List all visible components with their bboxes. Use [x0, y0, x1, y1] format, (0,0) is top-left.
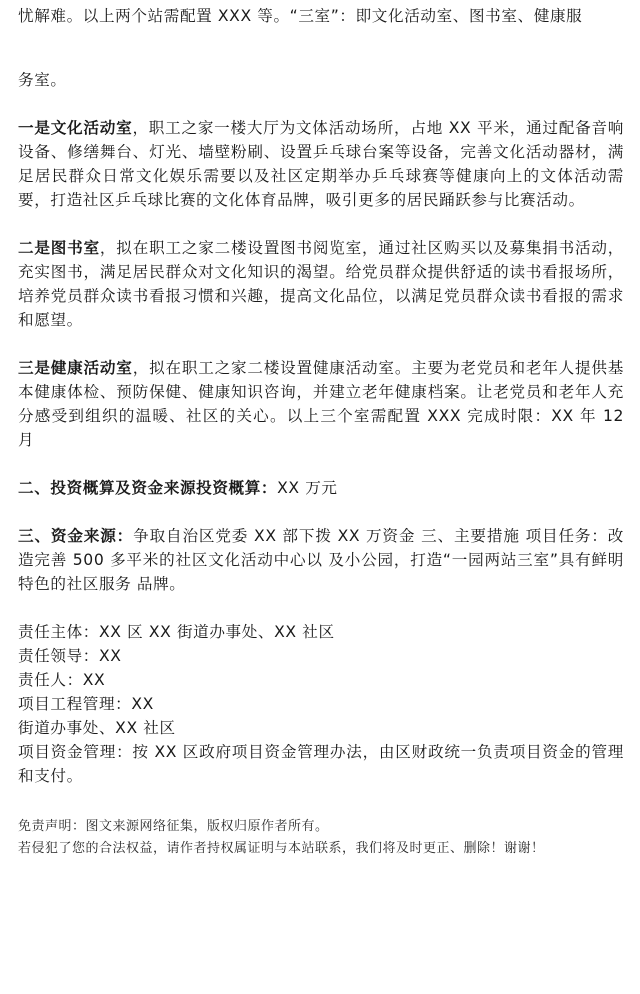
responsibility-item: 项目资金管理：按 XX 区政府项目资金管理办法，由区财政统一负责项目资金的管理和支付。 [18, 743, 624, 785]
room-text: ，拟在职工之家二楼设置图书阅览室，通过社区购买以及募集捐书活动，充实图书，满足居民群众对文化知识的渴望。给党员群众提供舒适的读书看报场所，培养党员群众读书看报习惯和兴趣，提高文化品位，以满足党员群众读书看报的需求和愿望。 [18, 239, 624, 329]
funding-text: 争取自治区党委 XX 部下拨 XX 万资金 三、主要措施 项目任务：改造完善 500 多平米的社区文化活动中心以 及小公园，打造“一园两站三室”具有鲜明特色的社区服务 品牌。 [18, 527, 624, 593]
responsibility-item: 街道办事处、XX 社区 [18, 719, 176, 737]
intro-continuation [18, 68, 624, 92]
room-paragraph-health [18, 356, 624, 452]
intro-line: 务室。 [18, 71, 67, 89]
disclaimer-line: 免责声明：图文来源网络征集，版权归原作者所有。 [18, 819, 329, 834]
room-paragraph-culture [18, 116, 624, 212]
disclaimer [18, 816, 624, 860]
room-text: ，拟在职工之家二楼设置健康活动室。主要为老党员和老年人提供基本健康体检、预防保健、健康知识咨询，并建立老年健康档案。让老党员和老年人充分感受到组织的温暖、社区的关心。以上三个室需配置 XXX 完成时限：XX 年 12 月 [18, 359, 624, 449]
funding-heading: 三、资金来源： [18, 527, 134, 545]
funding-paragraph [18, 524, 624, 596]
room-text: ，职工之家一楼大厅为文体活动场所，占地 XX 平米，通过配备音响设备、修缮舞台、灯光、墙壁粉刷、设置乒乓球台案等设备，完善文化活动器材，满足居民群众日常文化娱乐需要以及社区定期举办乒乓球赛等健康向上的文体活动需要，打造社区乒乓球比赛的文化体育品牌，吸引更多的居民踊跃参与比赛活动。 [18, 119, 624, 209]
responsibility-item: 责任主体：XX 区 XX 街道办事处、XX 社区 [18, 623, 335, 641]
intro-line: 忧解难。以上两个站需配置 XXX 等。“三室”：即文化活动室、图书室、健康服 [18, 7, 583, 25]
intro-paragraph [18, 4, 624, 28]
responsibility-item: 责任人：XX [18, 671, 106, 689]
responsibility-list [18, 620, 624, 788]
room-heading: 二是图书室 [18, 239, 100, 257]
room-heading: 三是健康活动室 [18, 359, 133, 377]
investment-heading: 二、投资概算及资金来源投资概算： [18, 479, 278, 497]
room-paragraph-library [18, 236, 624, 332]
investment-paragraph [18, 476, 624, 500]
investment-value: XX 万元 [277, 479, 338, 497]
responsibility-item: 项目工程管理：XX [18, 695, 154, 713]
document-page [18, 4, 624, 860]
responsibility-item: 责任领导：XX [18, 647, 122, 665]
room-heading: 一是文化活动室 [18, 119, 133, 137]
disclaimer-line: 若侵犯了您的合法权益，请作者持权属证明与本站联系，我们将及时更正、删除！谢谢！ [18, 841, 545, 856]
